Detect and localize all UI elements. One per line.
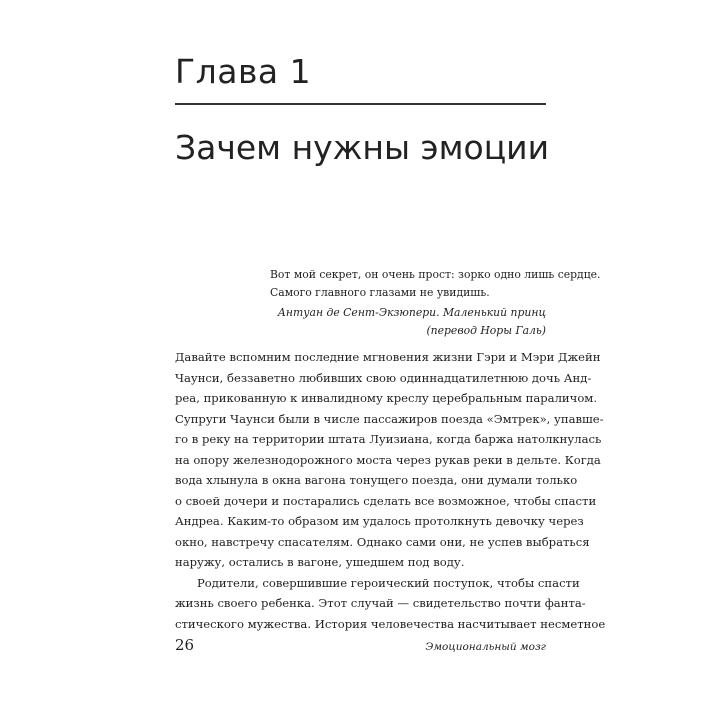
body-line: окно, навстречу спасателям. Однако сами они, не успев выбраться	[175, 534, 590, 549]
body-line: на опору железнодорожного моста через рукав реки в дельте. Когда	[175, 452, 601, 467]
chapter-title: Зачем нужны эмоции	[175, 128, 550, 167]
page-number: 26	[175, 636, 195, 654]
body-line: го в реку на территории штата Луизиана, когда баржа натолкнулась	[175, 432, 602, 446]
body-line: жизнь своего ребенка. Этот случай — свидетельство почти фанта-	[175, 596, 586, 610]
epigraph-attribution: (перевод Норы Галь)	[426, 323, 546, 337]
running-head: Эмоциональный мозг	[425, 641, 546, 653]
body-line: Андреа. Каким-то образом им удалось протолкнуть девочку через	[175, 514, 584, 528]
body-line: вода хлынула в окна вагона тонущего поезда, они думали только	[175, 473, 578, 487]
body-line: о своей дочери и постарались сделать все возможное, чтобы спасти	[175, 493, 597, 508]
body-line: наружу, остались в вагоне, ушедшем под воду.	[175, 555, 465, 569]
epigraph	[270, 266, 601, 339]
chapter-label: Глава 1	[175, 52, 312, 91]
epigraph-line: Самого главного глазами не увидишь.	[270, 285, 490, 299]
body-text	[175, 347, 606, 634]
page-footer	[175, 636, 546, 654]
body-line: реа, прикованную к инвалидному креслу церебральным параличом.	[175, 391, 598, 405]
chapter-divider	[175, 103, 546, 105]
epigraph-attribution: Антуан де Сент-Экзюпери. Маленький принц	[277, 306, 546, 319]
body-line: Чаунси, беззаветно любивших свою одиннадцатилетнюю дочь Анд-	[175, 370, 592, 385]
body-line: Супруги Чаунси были в числе пассажиров поезда «Эмтрек», упавше-	[175, 411, 604, 426]
epigraph-line: Вот мой секрет, он очень прост: зорко одно лишь сердце.	[270, 268, 601, 281]
body-line: Родители, совершившие героический поступок, чтобы спасти	[197, 575, 580, 590]
body-line: стического мужества. История человечества насчитывает несметное	[175, 616, 606, 631]
body-line: Давайте вспомним последние мгновения жизни Гэри и Мэри Джейн	[175, 350, 601, 364]
